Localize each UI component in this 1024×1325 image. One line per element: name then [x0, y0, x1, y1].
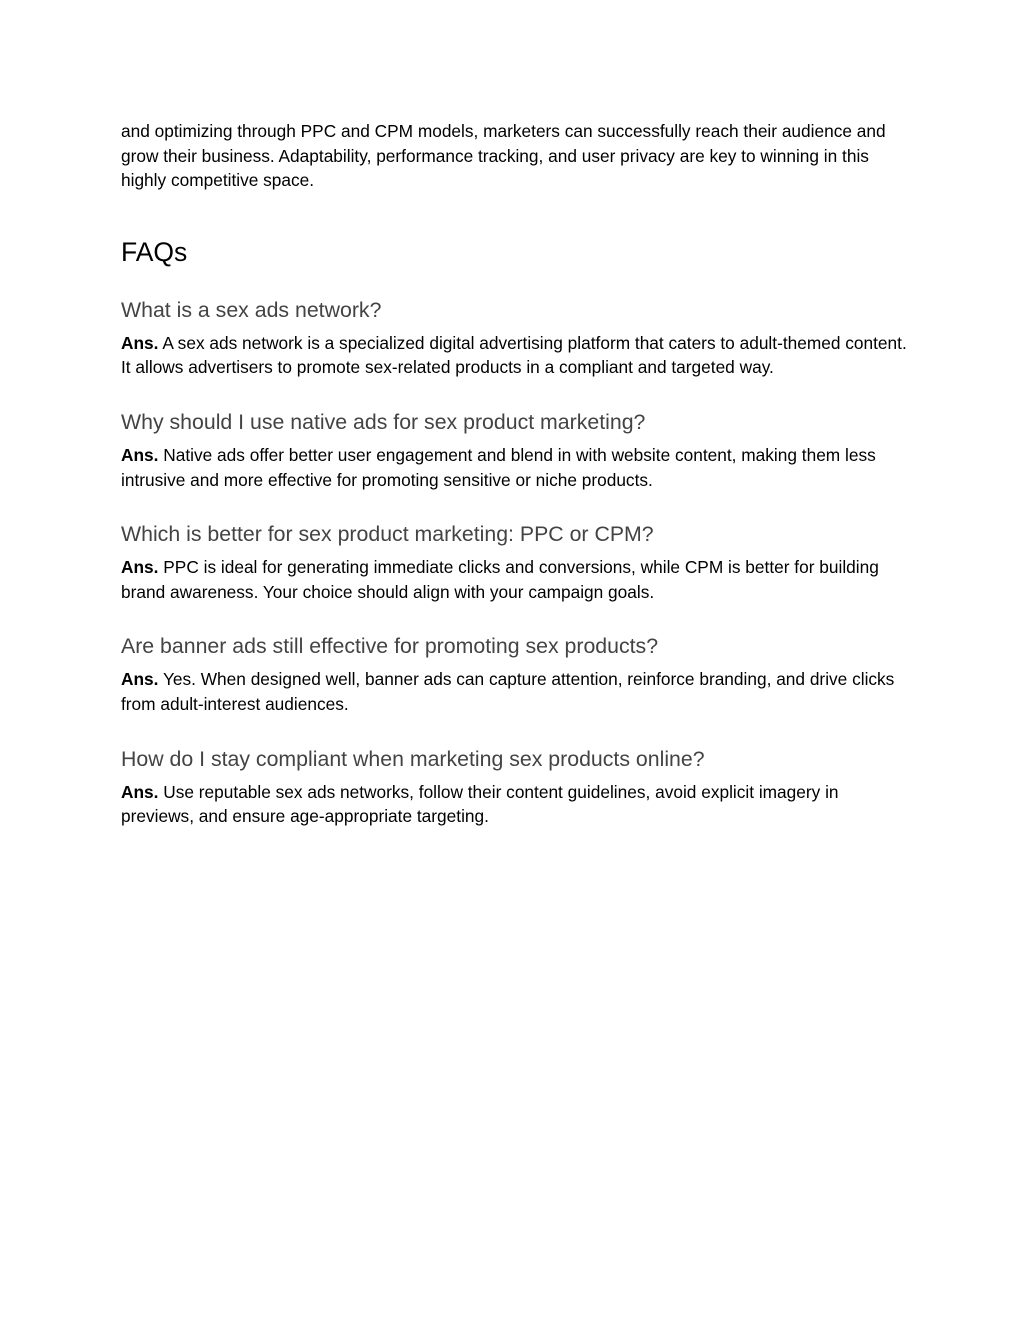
faq-question: How do I stay compliant when marketing sex products online?: [121, 746, 705, 771]
faq-answer-text: PPC is ideal for generating immediate clicks and conversions, while CPM is better for building brand awareness. Your choice should align with your campaign goals.: [121, 557, 879, 602]
faq-question: Why should I use native ads for sex product marketing?: [121, 409, 646, 434]
intro-paragraph: and optimizing through PPC and CPM models, marketers can successfully reach their audience and grow their business. Adaptability, performance tracking, and user privacy are key to winning in this highly competitive space.: [121, 121, 886, 191]
faq-question: Are banner ads still effective for promoting sex products?: [121, 634, 659, 659]
faq-answer: [121, 443, 911, 492]
faq-answer-text: Yes. When designed well, banner ads can capture attention, reinforce branding, and drive clicks from adult-interest audiences.: [121, 669, 895, 714]
faq-list: [121, 297, 911, 829]
faq-answer-text: Use reputable sex ads networks, follow their content guidelines, avoid explicit imagery in previews, and ensure age-appropriate targeting.: [121, 781, 839, 827]
faqs-heading: FAQs: [121, 236, 188, 267]
faq-item: [121, 521, 911, 604]
faq-item: [121, 297, 911, 380]
document-page: [121, 119, 911, 829]
faq-item: [121, 409, 911, 492]
faq-answer: [121, 555, 911, 604]
faq-answer: [121, 667, 911, 716]
faq-answer-text: Native ads offer better user engagement and blend in with website content, making them less intrusive and more effective for promoting sensitive or niche products.: [121, 444, 876, 490]
faq-item: [121, 633, 911, 716]
faq-answer: [121, 331, 911, 380]
faq-item: [121, 746, 911, 829]
faq-question: Which is better for sex product marketing: PPC or CPM?: [121, 522, 654, 547]
answer-prefix: Ans.: [121, 557, 159, 578]
faq-answer: [121, 780, 911, 829]
answer-prefix: Ans.: [121, 444, 159, 465]
faq-answer-text: A sex ads network is a specialized digital advertising platform that caters to adult-themed content. It allows advertisers to promote sex-related products in a compliant and targeted way.: [121, 332, 907, 378]
faq-question: What is a sex ads network?: [121, 297, 382, 322]
answer-prefix: Ans.: [121, 669, 159, 690]
answer-prefix: Ans.: [121, 781, 159, 802]
answer-prefix: Ans.: [121, 332, 159, 353]
